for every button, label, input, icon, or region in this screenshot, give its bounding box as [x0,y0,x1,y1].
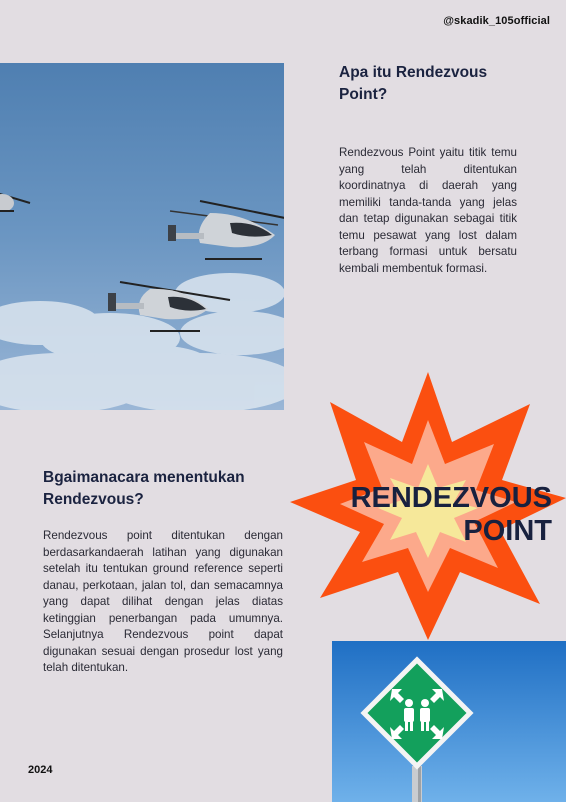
helicopters-photo [0,63,284,410]
paragraph-what-is: Rendezvous Point yaitu titik temu yang telah ditentukan koordinatnya di daerah yang memiliki tanda-tanda yang jelas dan tetap digunakan sebagai titik temu pesawat yang lost dalam terbang formasi untuk bersatu kembali membentuk formasi. [339,146,517,275]
heading-what-is: Apa itu Rendezvous Point? [339,64,488,103]
assembly-point-sign-photo [332,641,566,802]
burst-title-line2: POINT [463,515,552,547]
social-handle: @skadik_105official [443,15,550,27]
paragraph-how-to: Rendezvous point ditentukan dengan berdasarkandaerah latihan yang digunakan setelah itu tentukan ground reference seperti danau, perkotaan, jalan tol, dan semacamnya yang dapat dilihat dengan jelas diatas ketinggian penerbangan pada umumnya. Selanjutnya Rendezvous point dapat digunakan sesuai dengan prosedur lost yang telah ditentukan. [43,529,283,674]
footer-year: 2024 [28,764,53,776]
burst-title-line1: RENDEZVOUS [350,482,552,514]
burst-title [351,482,552,548]
heading-how-to: Bgaimanacara menentukan Rendezvous? [43,469,245,508]
